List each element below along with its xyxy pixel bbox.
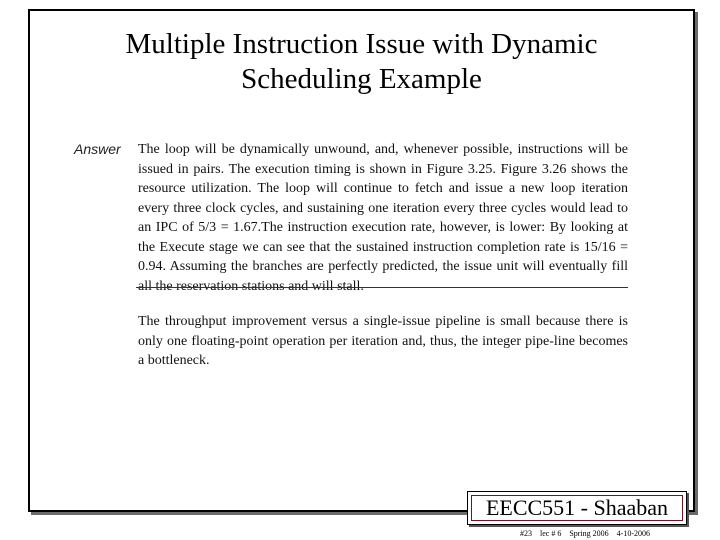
course-footer-box	[467, 491, 687, 525]
divider-rule	[136, 287, 628, 288]
term: Spring 2006	[569, 529, 609, 538]
answer-paragraph-1: The loop will be dynamically unwound, and, whenever possible, instructions will be issued in pairs. The execution timing is shown in Figure 3.25. Figure 3.26 shows the resource utilization. The loop will continue to fetch and issue a new loop iteration every three clock cycles, and sustaining one iteration every three cycles would lead to an IPC of 5/3 = 1.67.The instruction execution rate, however, is lower: By looking at the Execute stage we can see that the sustained instruction completion rate is 15/16 = 0.94. Assuming the branches are perfectly predicted, the issue unit will eventually fill all the reservation stations and will stall.	[138, 142, 628, 294]
footer-meta	[520, 529, 656, 538]
answer-label: Answer	[74, 141, 121, 157]
course-name: EECC551 - Shaaban	[485, 495, 669, 520]
title-line-1: Multiple Instruction Issue with Dynamic	[125, 28, 598, 60]
slide-number: #23	[520, 529, 532, 538]
slide-title	[30, 27, 693, 97]
lecture-number: lec # 6	[540, 529, 562, 538]
title-line-2: Scheduling Example	[241, 63, 482, 95]
answer-paragraph-2: The throughput improvement versus a single-issue pipeline is small because there is only one floating-point operation per iteration and, thus, the integer pipe-line becomes a bottleneck.	[138, 314, 628, 368]
date: 4-10-2006	[616, 529, 650, 538]
